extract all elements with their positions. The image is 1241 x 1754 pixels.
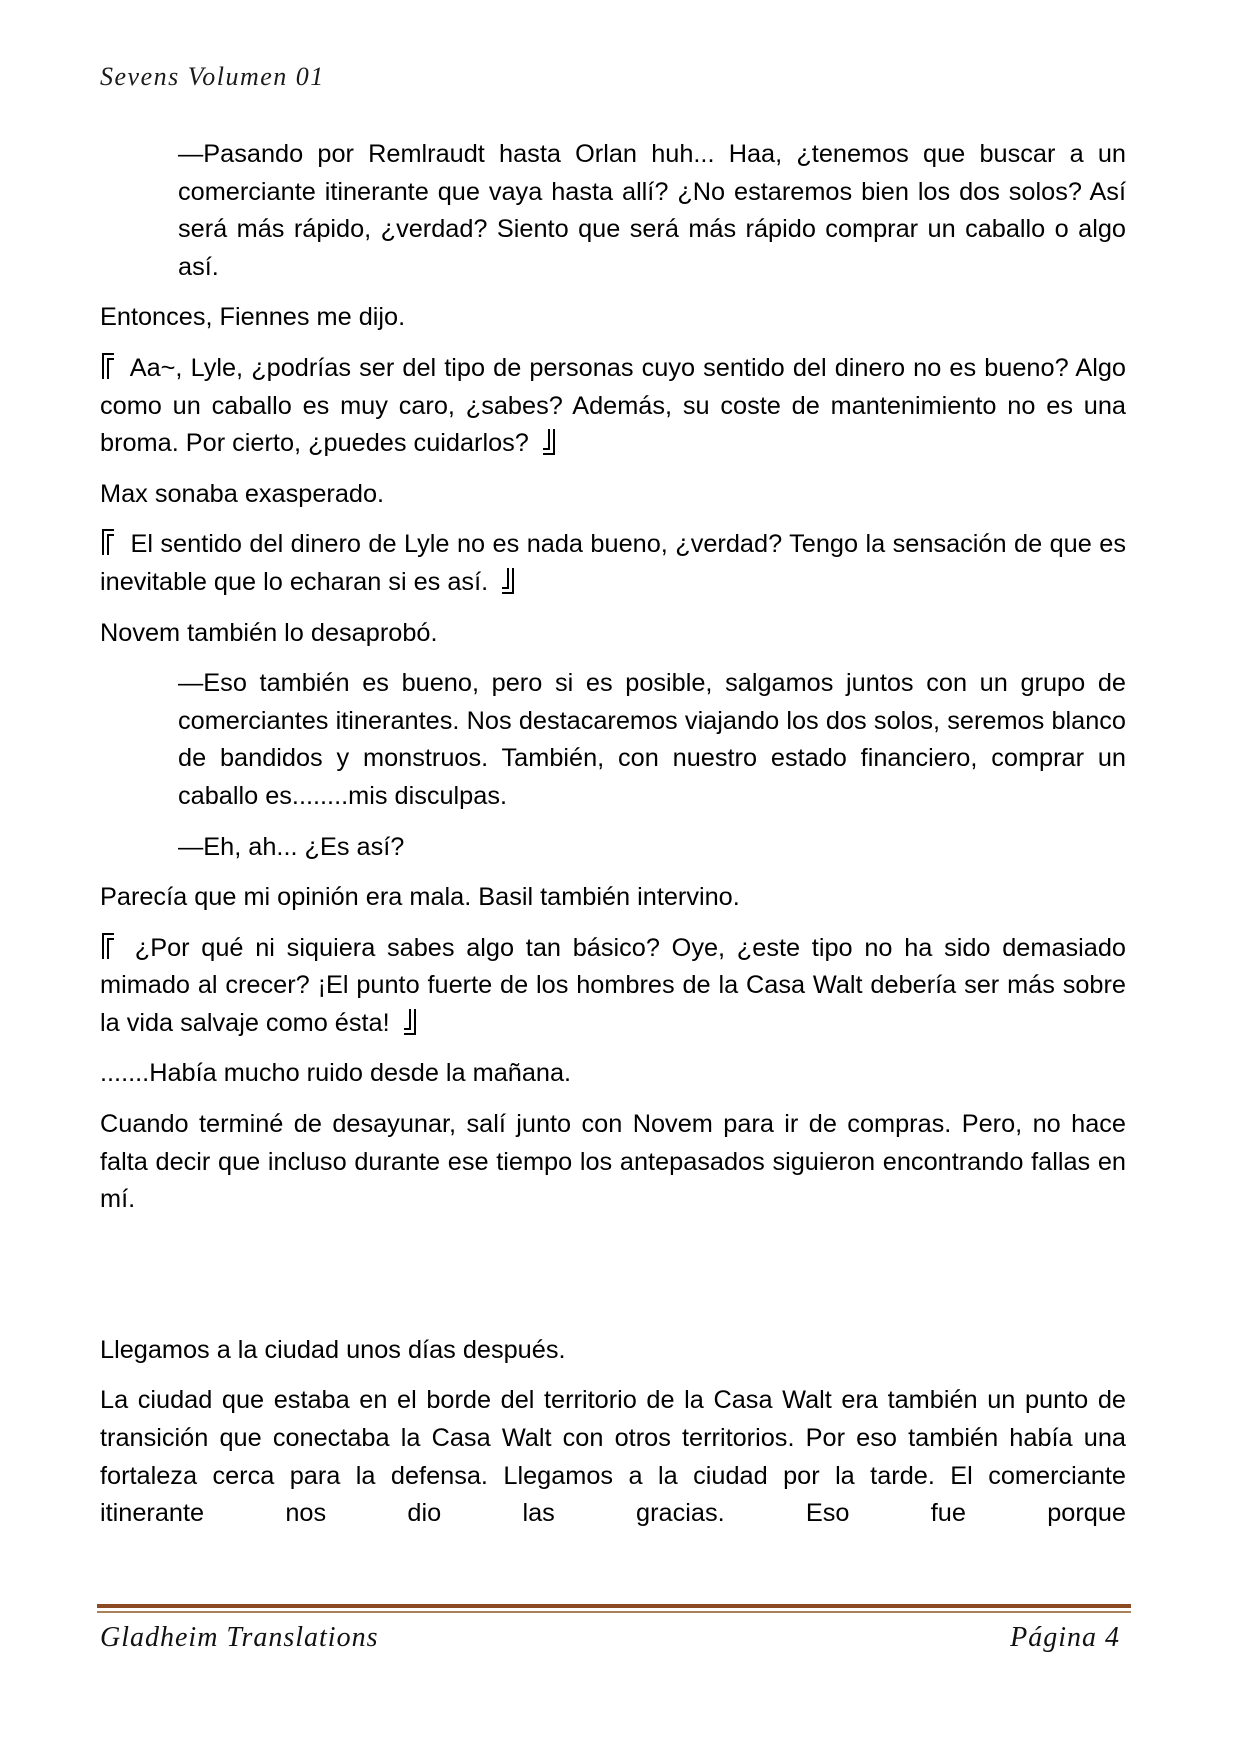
paragraph: Entonces, Fiennes me dijo.	[100, 303, 406, 332]
translator-credit: Gladheim Translations	[100, 1622, 379, 1653]
paragraph: La ciudad que estaba en el borde del territorio de la Casa Walt era también un punto de transición que conectaba la Casa Walt con otros territorios. Por eso también había una fortaleza cerca para la defensa. Llegamos a la ciudad por la tarde. El comerciante itinerante nos dio las gracias. Eso fue porque	[100, 1386, 1126, 1528]
page-number: Página 4	[1010, 1622, 1120, 1653]
close-corner-bracket-icon	[542, 428, 555, 455]
open-corner-bracket-icon	[102, 529, 115, 556]
paragraph: .......Había mucho ruido desde la mañana.	[100, 1059, 572, 1088]
paragraph: —Eh, ah... ¿Es así?	[178, 832, 405, 861]
paragraph: —Eso también es bueno, pero si es posible, salgamos juntos con un grupo de comerciantes itinerantes. Nos destacaremos viajando los dos solos, seremos blanco de bandidos y monstruos. También, con nuestro estado financiero, comprar un caballo es........mis disculpas.	[178, 669, 1126, 810]
footer-rule	[97, 1604, 1131, 1613]
paragraph: Novem también lo desaprobó.	[100, 618, 438, 647]
paragraph: Parecía que mi opinión era mala. Basil también intervino.	[100, 883, 740, 912]
scene-break	[100, 1232, 1126, 1332]
page-footer	[100, 1622, 1120, 1654]
paragraph: —Pasando por Remlraudt hasta Orlan huh... Haa, ¿tenemos que buscar a un comerciante itinerante que vaya hasta allí? ¿No estaremos bien los dos solos? Así será más rápido, ¿verdad? Siento que será más rápido comprar un caballo o algo así.	[178, 140, 1126, 281]
close-corner-bracket-icon	[501, 567, 514, 594]
close-corner-bracket-icon	[403, 1008, 416, 1035]
paragraph: Aa~, Lyle, ¿podrías ser del tipo de personas cuyo sentido del dinero no es bueno? Algo como un caballo es muy caro, ¿sabes? Además, su coste de mantenimiento no es una broma. Por cierto, ¿puedes cuidarlos?	[100, 353, 1126, 458]
open-corner-bracket-icon	[102, 933, 115, 960]
volume-title: Sevens Volumen 01	[100, 62, 325, 91]
page-body	[100, 136, 1126, 1546]
open-corner-bracket-icon	[102, 353, 115, 380]
paragraph: Llegamos a la ciudad unos días después.	[100, 1335, 566, 1364]
paragraph: El sentido del dinero de Lyle no es nada bueno, ¿verdad? Tengo la sensación de que es inevitable que lo echaran si es así.	[100, 530, 1126, 596]
paragraph: Cuando terminé de desayunar, salí junto con Novem para ir de compras. Pero, no hace falta decir que incluso durante ese tiempo los antepasados siguieron encontrando fallas en mí.	[100, 1110, 1126, 1214]
paragraph: ¿Por qué ni siquiera sabes algo tan básico? Oye, ¿este tipo no ha sido demasiado mimado al crecer? ¡El punto fuerte de los hombres de la Casa Walt debería ser más sobre la vida salvaje como ésta!	[100, 933, 1126, 1037]
paragraph: Max sonaba exasperado.	[100, 479, 385, 508]
page-header	[100, 62, 1130, 92]
